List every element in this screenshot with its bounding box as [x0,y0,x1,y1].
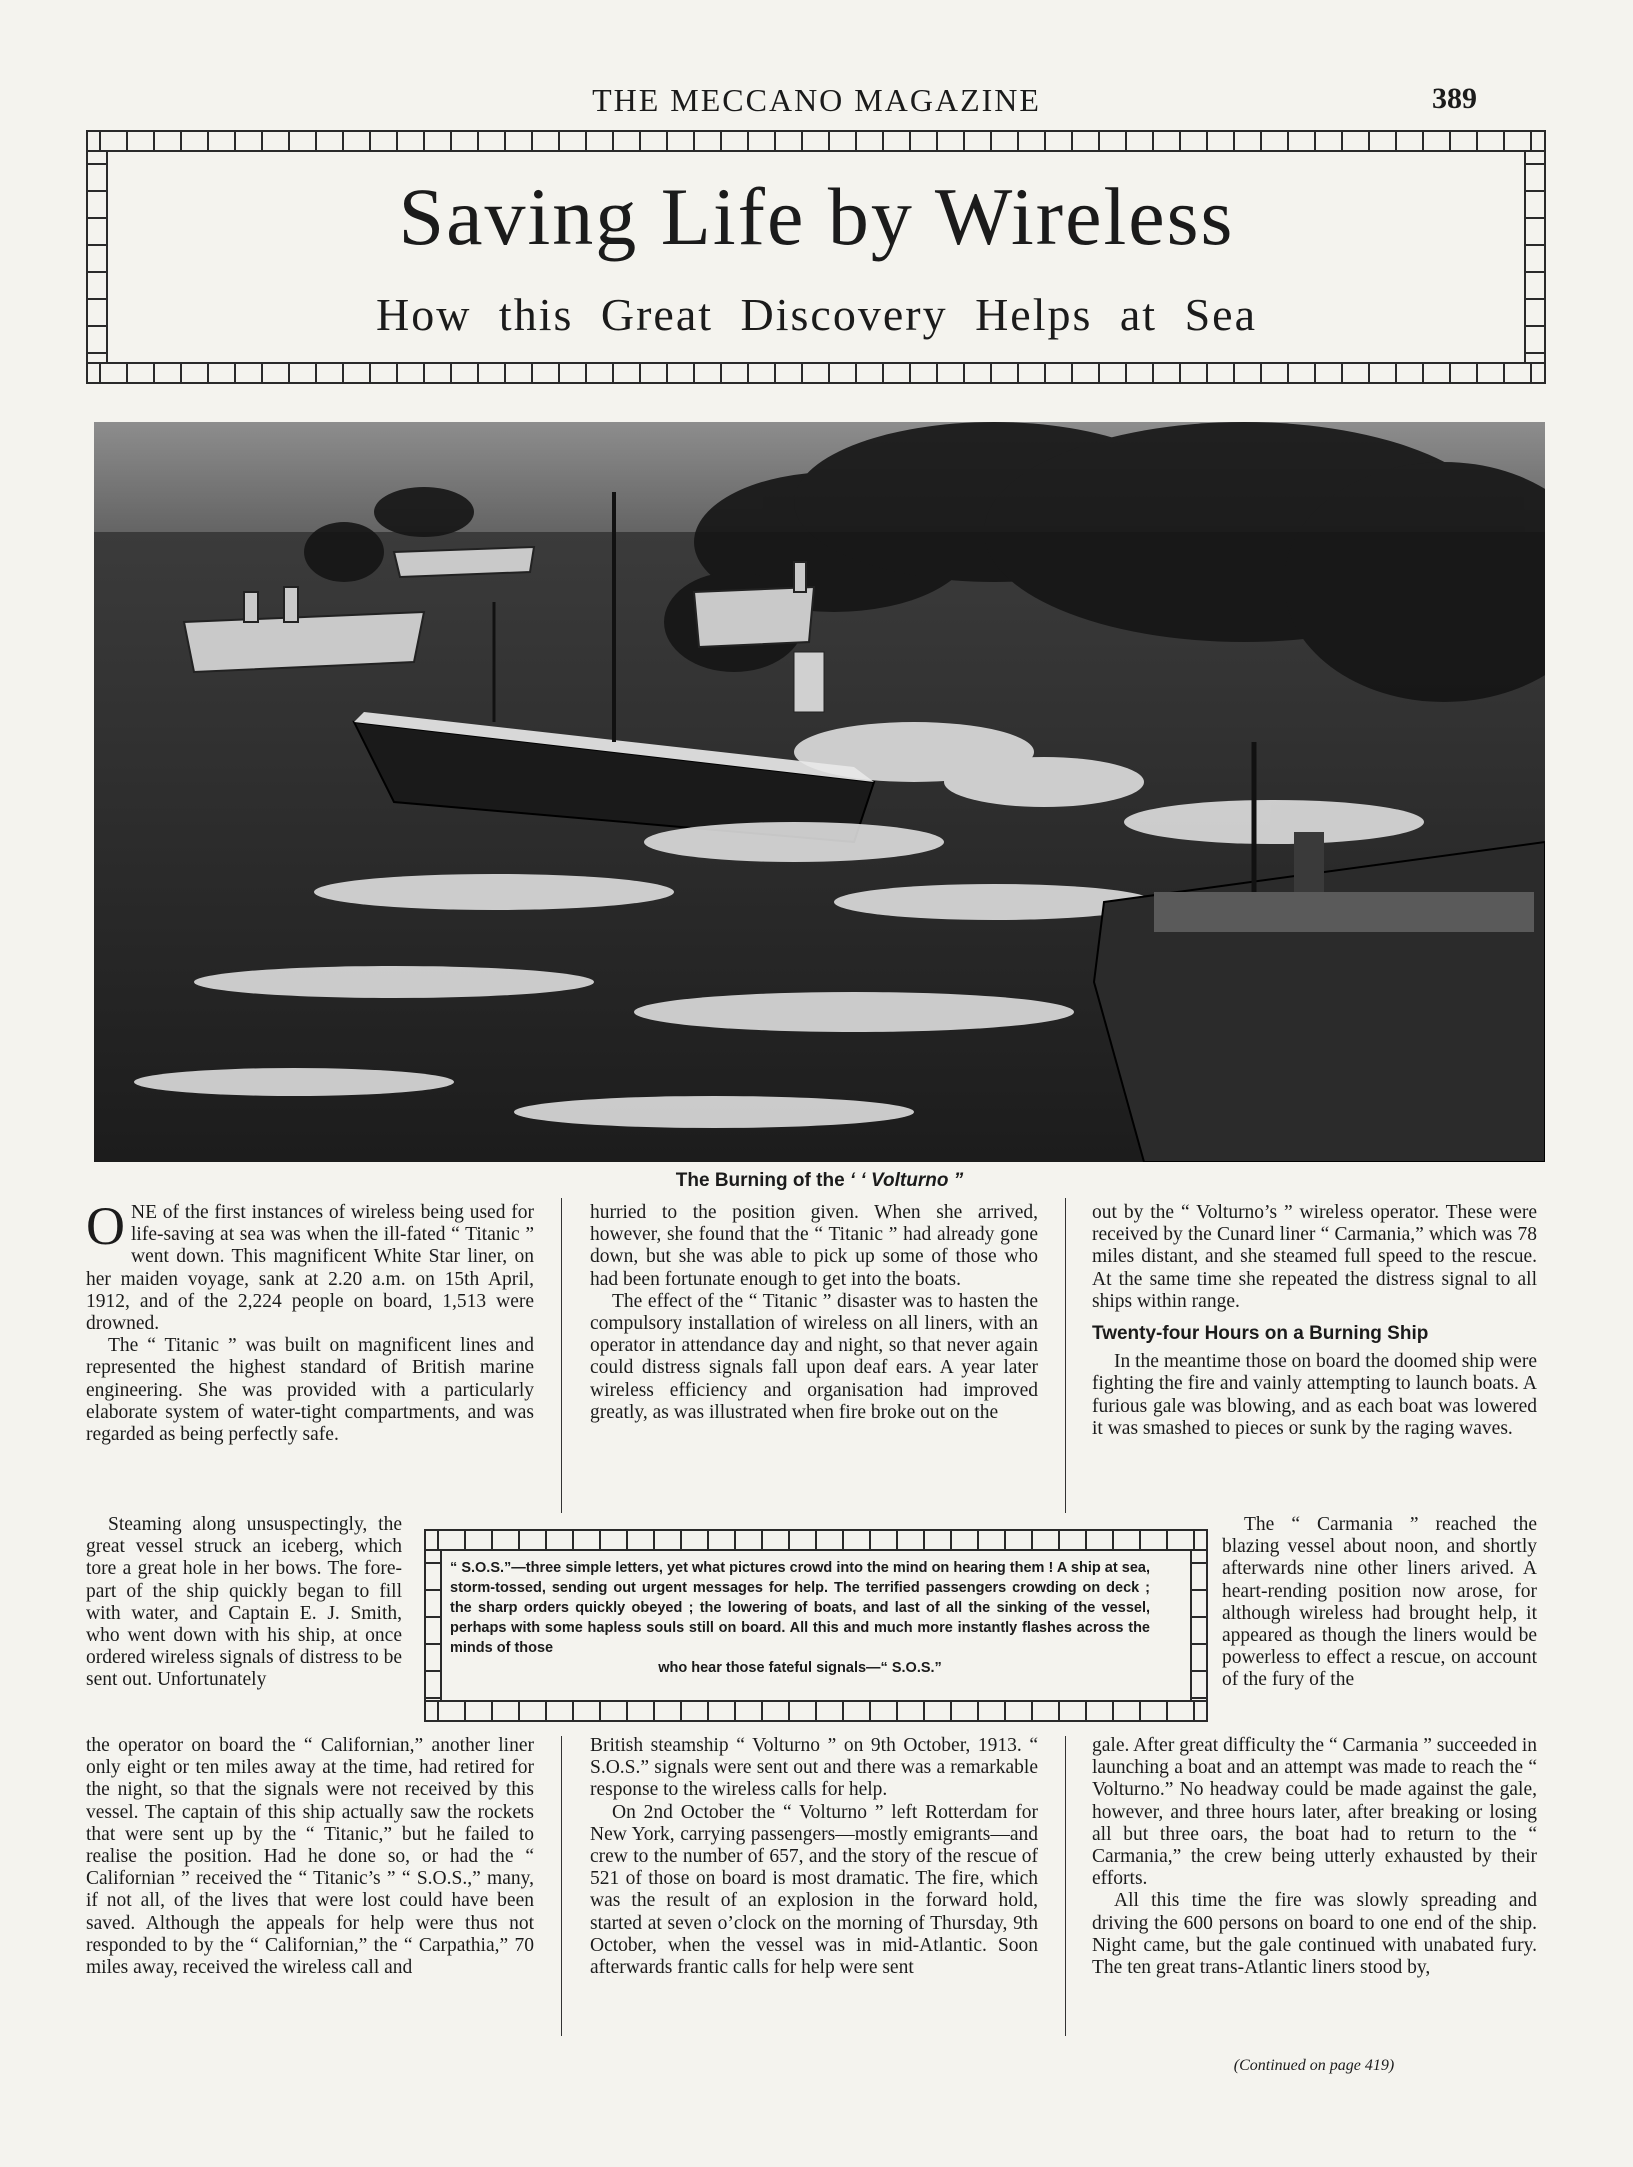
caption-prefix: The Burning of the [675,1170,850,1191]
magazine-title: THE MECCANO MAGAZINE [592,82,1041,118]
running-head [0,82,1633,122]
column-rule-1 [561,1198,562,1513]
quote-border-left [424,1549,442,1702]
title-border-right [1524,150,1546,364]
col1-paragraph-1-text: NE of the first instances of wireless being used for life-saving at sea was when the ill-fated “ Titanic ” went down. This magnificent White Star liner, on her maiden voyage, sank at 2.20 a.m. on 15th April, 1912, and of the 2,224 people on board, 1,513 were drowned. [86,1202,534,1335]
sos-quote-text: “ S.O.S.”—three simple letters, yet what pictures crowd into the mind on hearing them ! A ship at sea, storm-tossed, sending out urgent messages for help. The terrified passengers crowding on deck ; the sharp orders quickly obeyed ; the lowering of boats, and last of all the sinking of the vessel, perhaps with some hapless souls still on board. All this and much more instantly flashes across the minds of those [450,1560,1150,1656]
article-subtitle: How this Great Discovery Helps at Sea [375,289,1258,340]
quote-border-top [424,1529,1208,1551]
continued-note: (Continued on page 419) [1233,2057,1395,2074]
column-2-upper [590,1202,1038,1424]
sos-quote-last-line: who hear those fateful signals—“ S.O.S.” [658,1660,942,1676]
column-rule-2-lower [1065,1736,1066,2036]
column-1-lower [86,1735,534,1979]
illustration-burning-ship [94,422,1545,1162]
section-subheading: Twenty-four Hours on a Burning Ship [1092,1323,1429,1345]
dropcap-letter: O [86,1196,125,1256]
col3-paragraph-3b: gale. After great difficulty the “ Carmania ” succeeded in launching a boat and an attempt was made to reach the “ Volturno.” No headway could be made against the gale, however, and three hours later, after breaking or losing all but three oars, the boat had to return to the “ Carmania,” the crew being utterly exhausted by their efforts. [1092,1735,1537,1890]
column-3-beside-box [1222,1514,1537,1692]
article-title: Saving Life by Wireless [398,171,1235,262]
quote-border-bottom [424,1700,1208,1722]
col2-paragraph-2: The effect of the “ Titanic ” disaster was to hasten the compulsory installation of wireless on all liners, with an operator in attendance day and night, so that never again could distress signals fall upon deaf ears. A year later wireless efficiency and organisation had improved greatly, as was illustrated when fire broke out on the [590,1290,1038,1423]
column-1-upper [86,1196,534,1446]
col3-paragraph-3a: The “ Carmania ” reached the blazing vessel about noon, and shortly afterwards nine other liners arived. A heart-rending position now arose, for although wireless had brought help, it appeared as though the liners would be powerless to effect a rescue, on account of the fury of the [1222,1514,1537,1691]
title-border-left [86,150,108,364]
caption-ship-name: ‘ ‘ Volturno ” [849,1170,964,1191]
col3-paragraph-4: All this time the fire was slowly spreading and driving the 600 persons on board to one end of the ship. Night came, but the gale continued with unabated fury. The ten great trans-Atlantic liners stood by, [1092,1890,1537,1979]
col1-paragraph-2: The “ Titanic ” was built on magnificent lines and represented the highest standard of British marine engineering. She was provided with a particularly elaborate system of water-tight compartments, and was regarded as being perfectly safe. [86,1335,534,1446]
column-rule-1-lower [561,1736,562,2036]
col1-paragraph-1 [86,1196,534,1335]
col3-paragraph-2: In the meantime those on board the doomed ship were fighting the fire and vainly attempting to launch boats. A furious gale was blowing, and as each boat was lowered it was smashed to pieces or sunk by the raging waves. [1092,1351,1537,1439]
column-rule-2 [1065,1198,1066,1513]
column-3-upper [1092,1202,1537,1440]
sea-storm-drawing [94,422,1545,1162]
col2-paragraph-3: British steamship “ Volturno ” on 9th October, 1913. “ S.O.S.” signals were sent out and there was a remarkable response to the wireless calls for help. [590,1735,1038,1801]
title-box [110,160,1523,365]
page-number: 389 [1432,82,1477,115]
column-3-lower [1092,1735,1537,1979]
col1-paragraph-3b: the operator on board the “ Californian,” another liner only eight or ten miles away at the time, had retired for the night, so that the signals were not received by this vessel. The captain of this ship actually saw the rockets that were sent up by the “ Titanic,” but he failed to realise the position. Had he done so, or had the “ Californian ” received the “ Titanic’s ” “ S.O.S.,” many, if not all, of the lives that were lost could have been saved. Although the appeals for help were thus not responded to by the “ Californian,” the “ Carpathia,” 70 miles away, received the wireless call and [86,1735,534,1979]
title-border-bottom [86,362,1546,384]
col1-paragraph-3a: Steaming along unsuspectingly, the great vessel struck an iceberg, which tore a great hole in her bows. The fore-part of the ship quickly began to fill with water, and Captain E. J. Smith, who went down with his ship, at once ordered wireless signals of distress to be sent out. Unfortunately [86,1514,402,1691]
quote-border-right [1190,1549,1208,1702]
column-1-beside-box [86,1514,402,1692]
col2-paragraph-4: On 2nd October the “ Volturno ” left Rotterdam for New York, carrying passengers—mostly emigrants—and crew to the number of 657, and the story of the rescue of 521 of those on board is most dramatic. The fire, which was the result of an explosion in the forward hold, started at seven o’clock on the morning of Thursday, 9th October, when the vessel was in mid-Atlantic. Soon afterwards frantic calls for help were sent [590,1801,1038,1979]
col2-paragraph-1: hurried to the position given. When she arrived, however, she found that the “ Titanic ” had already gone down, but she was able to pick up some of those who had been fortunate enough to get into the boats. [590,1202,1038,1290]
col3-paragraph-1: out by the “ Volturno’s ” wireless operator. These were received by the Cunard liner “ Carmania,” which was 78 miles distant, and she steamed full speed to the rescue. At the same time she repeated the distress signal to all ships within range. [1092,1202,1537,1312]
sos-quote-box [450,1558,1150,1676]
title-border-top [86,130,1546,152]
illustration-caption [94,1170,1545,1192]
column-2-lower [590,1735,1038,1979]
